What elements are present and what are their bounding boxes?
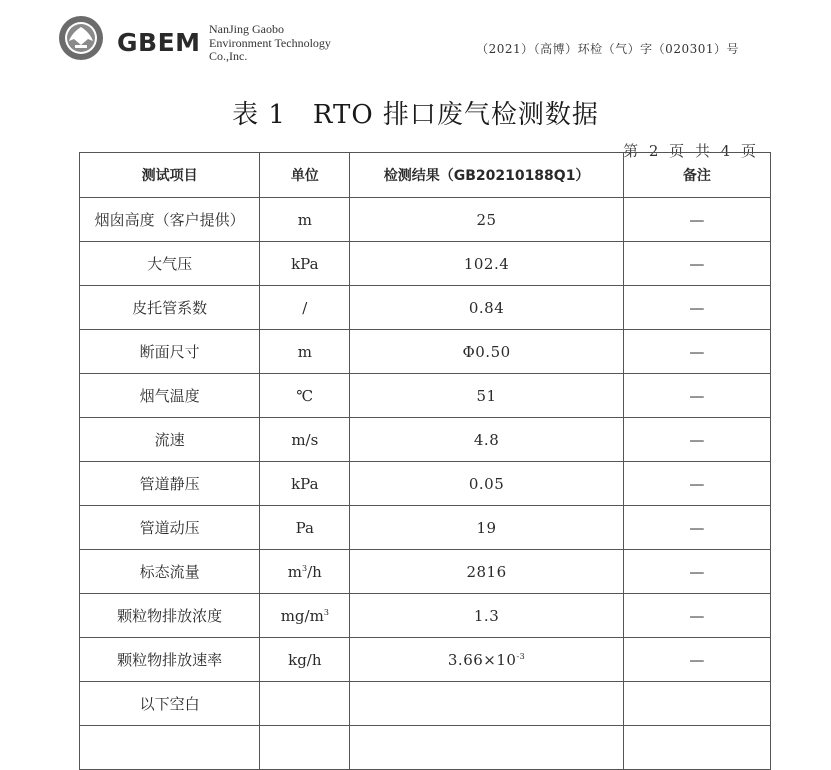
cell-unit — [260, 638, 350, 682]
cell-note: — — [623, 638, 770, 682]
cell-item: 皮托管系数 — [80, 286, 260, 330]
cell-item: 流速 — [80, 418, 260, 462]
result-value: 25 — [476, 210, 497, 229]
cell-result — [350, 638, 623, 682]
company-line: Environment Technology — [209, 35, 331, 50]
table-header-row — [80, 153, 771, 198]
cell-note: — — [623, 330, 770, 374]
logo-wordmark: GBEM — [117, 28, 201, 57]
cell-note — [623, 726, 770, 770]
unit-text: kPa — [291, 254, 319, 273]
cell-result — [350, 682, 623, 726]
company-line: NanJing Gaobo — [209, 22, 284, 36]
unit-text: m — [297, 210, 312, 229]
result-value: 51 — [476, 386, 497, 405]
unit-text: kPa — [291, 474, 319, 493]
cell-unit — [260, 242, 350, 286]
cell-result — [350, 286, 623, 330]
result-value: 2816 — [466, 562, 507, 581]
result-value: 3.66×10 — [447, 650, 517, 669]
company-name — [209, 23, 331, 64]
cell-item — [80, 726, 260, 770]
unit-text: m — [287, 562, 303, 581]
cell-note: — — [623, 242, 770, 286]
header-note: 备注 — [623, 153, 770, 198]
cell-item: 以下空白 — [80, 682, 260, 726]
unit-text: mg/m — [280, 606, 324, 625]
unit-text: Pa — [295, 518, 314, 537]
unit-text: kg/h — [288, 650, 322, 669]
cell-unit — [260, 330, 350, 374]
header-item: 测试项目 — [80, 153, 260, 198]
cell-item: 颗粒物排放浓度 — [80, 594, 260, 638]
table-row — [80, 418, 771, 462]
result-exponent: -3 — [516, 651, 526, 661]
cell-item: 大气压 — [80, 242, 260, 286]
result-value: 102.4 — [463, 254, 510, 273]
company-seal-logo — [58, 15, 104, 61]
table-row — [80, 242, 771, 286]
cell-note: — — [623, 506, 770, 550]
cell-result — [350, 594, 623, 638]
table-title: 表 1 RTO 排口废气检测数据 — [232, 100, 599, 130]
header-result: 检测结果（GB20210188Q1） — [350, 153, 623, 198]
cell-item: 管道动压 — [80, 506, 260, 550]
cell-note: — — [623, 374, 770, 418]
cell-unit — [260, 506, 350, 550]
cell-item: 烟气温度 — [80, 374, 260, 418]
table-row — [80, 594, 771, 638]
cell-item: 标态流量 — [80, 550, 260, 594]
table-body — [80, 198, 771, 770]
cell-result — [350, 242, 623, 286]
cell-unit — [260, 374, 350, 418]
cell-result — [350, 330, 623, 374]
cell-result — [350, 462, 623, 506]
unit-text: ℃ — [296, 386, 314, 405]
cell-result — [350, 374, 623, 418]
result-value: 1.3 — [473, 606, 500, 625]
cell-result — [350, 198, 623, 242]
table-row — [80, 286, 771, 330]
cell-note: — — [623, 286, 770, 330]
cell-note: — — [623, 462, 770, 506]
unit-text: m/s — [291, 430, 319, 449]
result-value: Φ0.50 — [462, 342, 511, 361]
cell-item: 断面尺寸 — [80, 330, 260, 374]
cell-note: — — [623, 198, 770, 242]
table-row — [80, 638, 771, 682]
table-row — [80, 198, 771, 242]
table-row — [80, 682, 771, 726]
cell-unit — [260, 594, 350, 638]
table-row — [80, 462, 771, 506]
cell-note — [623, 682, 770, 726]
table-row — [80, 726, 771, 770]
cell-note: — — [623, 594, 770, 638]
cell-unit — [260, 550, 350, 594]
page-info: 第 2 页 共 4 页 — [623, 142, 759, 160]
table-row — [80, 374, 771, 418]
cell-item: 管道静压 — [80, 462, 260, 506]
header-unit: 单位 — [260, 153, 350, 198]
result-value: 19 — [476, 518, 497, 537]
table-row — [80, 330, 771, 374]
cell-result — [350, 418, 623, 462]
cell-unit — [260, 286, 350, 330]
cell-unit — [260, 462, 350, 506]
result-value: 0.84 — [468, 298, 505, 317]
cell-result — [350, 550, 623, 594]
unit-superscript: 3 — [323, 607, 329, 617]
test-data-table — [79, 152, 771, 770]
unit-suffix: /h — [307, 562, 322, 581]
result-value: 0.05 — [468, 474, 505, 493]
unit-text: / — [302, 298, 308, 317]
cell-result — [350, 506, 623, 550]
cell-unit — [260, 682, 350, 726]
cell-result — [350, 726, 623, 770]
cell-unit — [260, 198, 350, 242]
cell-item: 烟囱高度（客户提供） — [80, 198, 260, 242]
company-line: Co.,Inc. — [209, 49, 248, 63]
cell-unit — [260, 726, 350, 770]
table-row — [80, 550, 771, 594]
cell-unit — [260, 418, 350, 462]
unit-text: m — [297, 342, 312, 361]
cell-note: — — [623, 418, 770, 462]
table-row — [80, 506, 771, 550]
unit-superscript: 3 — [302, 563, 308, 573]
cell-item: 颗粒物排放速率 — [80, 638, 260, 682]
result-value: 4.8 — [473, 430, 500, 449]
document-number: （2021）（高博）环检（气）字（020301）号 — [476, 42, 739, 56]
cell-note: — — [623, 550, 770, 594]
